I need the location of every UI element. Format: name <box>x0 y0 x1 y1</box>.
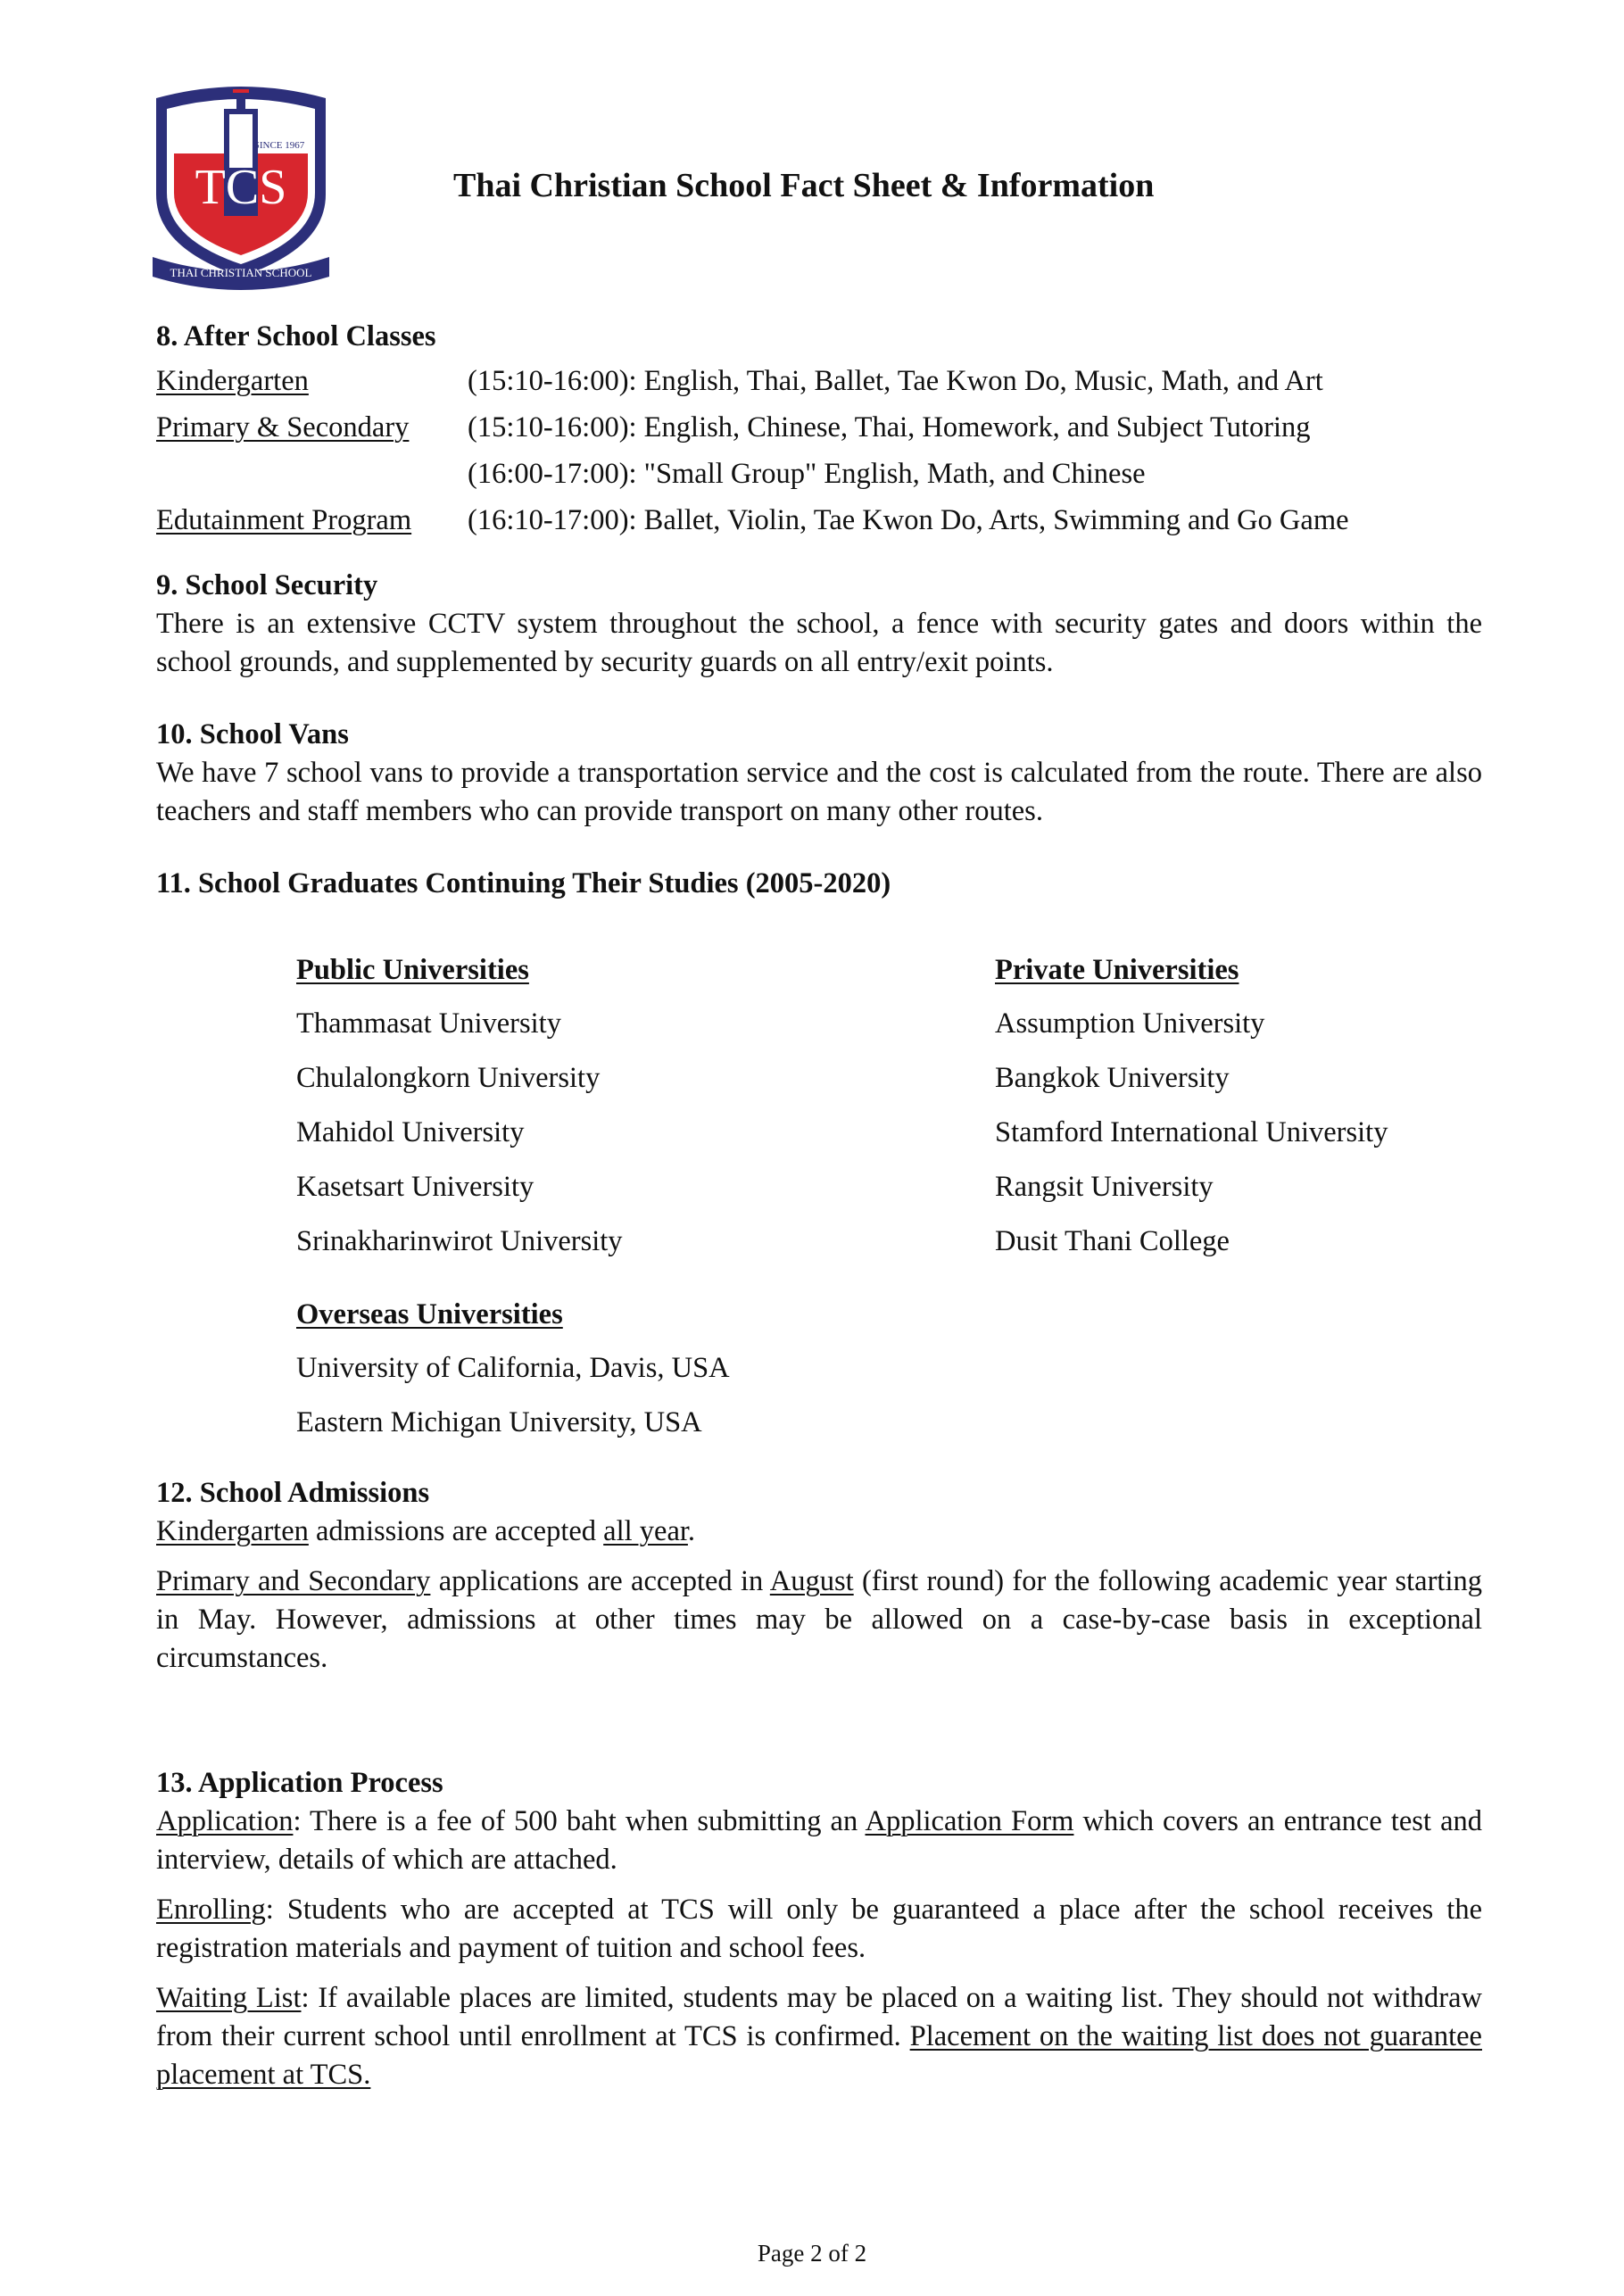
overseas-universities <box>296 1296 730 1458</box>
heading-after-school: 8. After School Classes <box>156 320 436 352</box>
row-text: (16:00-17:00): "Small Group" English, Math, and Chinese <box>468 457 1146 490</box>
university-item: Rangsit University <box>995 1171 1214 1203</box>
university-item: Thammasat University <box>296 1007 561 1040</box>
public-universities-heading: Public Universities <box>296 954 529 986</box>
row-label: Kindergarten <box>156 364 309 397</box>
row-label: Primary & Secondary <box>156 410 410 443</box>
school-logo <box>147 79 335 293</box>
after-school-row <box>156 404 1482 451</box>
row-text: (16:10-17:00): Ballet, Violin, Tae Kwon Do, Arts, Swimming and Go Game <box>468 503 1349 536</box>
svg-text:TCS: TCS <box>195 160 287 215</box>
vans-text: We have 7 school vans to provide a transportation service and the cost is calculated from the route. There are also teachers and staff members who can provide transport on many other routes. <box>156 757 1482 827</box>
university-item: Kasetsart University <box>296 1171 534 1203</box>
university-item: Eastern Michigan University, USA <box>296 1406 702 1438</box>
row-text: (15:10-16:00): English, Thai, Ballet, Tae Kwon Do, Music, Math, and Art <box>468 364 1323 397</box>
university-item: Stamford International University <box>995 1116 1388 1148</box>
university-item: Bangkok University <box>995 1062 1230 1094</box>
university-item: Dusit Thani College <box>995 1225 1230 1257</box>
svg-text:SINCE 1967: SINCE 1967 <box>253 140 305 151</box>
admissions-kindergarten: Kindergarten admissions are accepted all year. <box>156 1515 696 1547</box>
document-body <box>156 318 1482 2094</box>
after-school-row <box>156 497 1482 543</box>
heading-application-process: 13. Application Process <box>156 1767 443 1799</box>
public-universities <box>296 951 623 1277</box>
university-item: Srinakharinwirot University <box>296 1225 623 1257</box>
private-universities-heading: Private Universities <box>995 954 1239 986</box>
row-text: (15:10-16:00): English, Chinese, Thai, Homework, and Subject Tutoring <box>468 410 1311 443</box>
heading-admissions: 12. School Admissions <box>156 1477 430 1509</box>
university-lists <box>156 903 1482 1474</box>
university-item: Assumption University <box>995 1007 1265 1040</box>
university-item: University of California, Davis, USA <box>296 1352 730 1384</box>
university-item: Mahidol University <box>296 1116 525 1148</box>
private-universities <box>995 951 1388 1277</box>
security-text: There is an extensive CCTV system throughout the school, a fence with security gates and doors within the school grounds, and supplemented by security guards on all entry/exit points. <box>156 608 1482 678</box>
row-label: Edutainment Program <box>156 503 412 536</box>
university-item: Chulalongkorn University <box>296 1062 601 1094</box>
admissions-primary-secondary: Primary and Secondary applications are accepted in August (first round) for the following academic year starting in May. However, admissions at other times may be allowed on a case-by-case basis in exceptional circumstances. <box>156 1565 1482 1674</box>
application-paragraph: Application: There is a fee of 500 baht when submitting an Application Form which covers an entrance test and interview, details of which are attached. <box>156 1805 1482 1876</box>
heading-graduates: 11. School Graduates Continuing Their Studies (2005-2020) <box>156 867 891 899</box>
waiting-list-paragraph: Waiting List: If available places are limited, students may be placed on a waiting list. They should not withdraw from their current school until enrollment at TCS is confirmed. Placement on the waiting list does not guarantee placement at TCS. <box>156 1982 1482 2091</box>
heading-vans: 10. School Vans <box>156 718 349 750</box>
heading-security: 9. School Security <box>156 569 378 601</box>
page-number: Page 2 of 2 <box>757 2240 867 2267</box>
document-title: Thai Christian School Fact Sheet & Information <box>453 167 1155 204</box>
overseas-universities-heading: Overseas Universities <box>296 1298 563 1330</box>
svg-text:THAI CHRISTIAN SCHOOL: THAI CHRISTIAN SCHOOL <box>170 266 312 279</box>
enrolling-paragraph: Enrolling: Students who are accepted at TCS will only be guaranteed a place after the school receives the registration materials and payment of tuition and school fees. <box>156 1894 1482 1964</box>
after-school-row <box>156 451 1482 497</box>
after-school-row <box>156 358 1482 404</box>
